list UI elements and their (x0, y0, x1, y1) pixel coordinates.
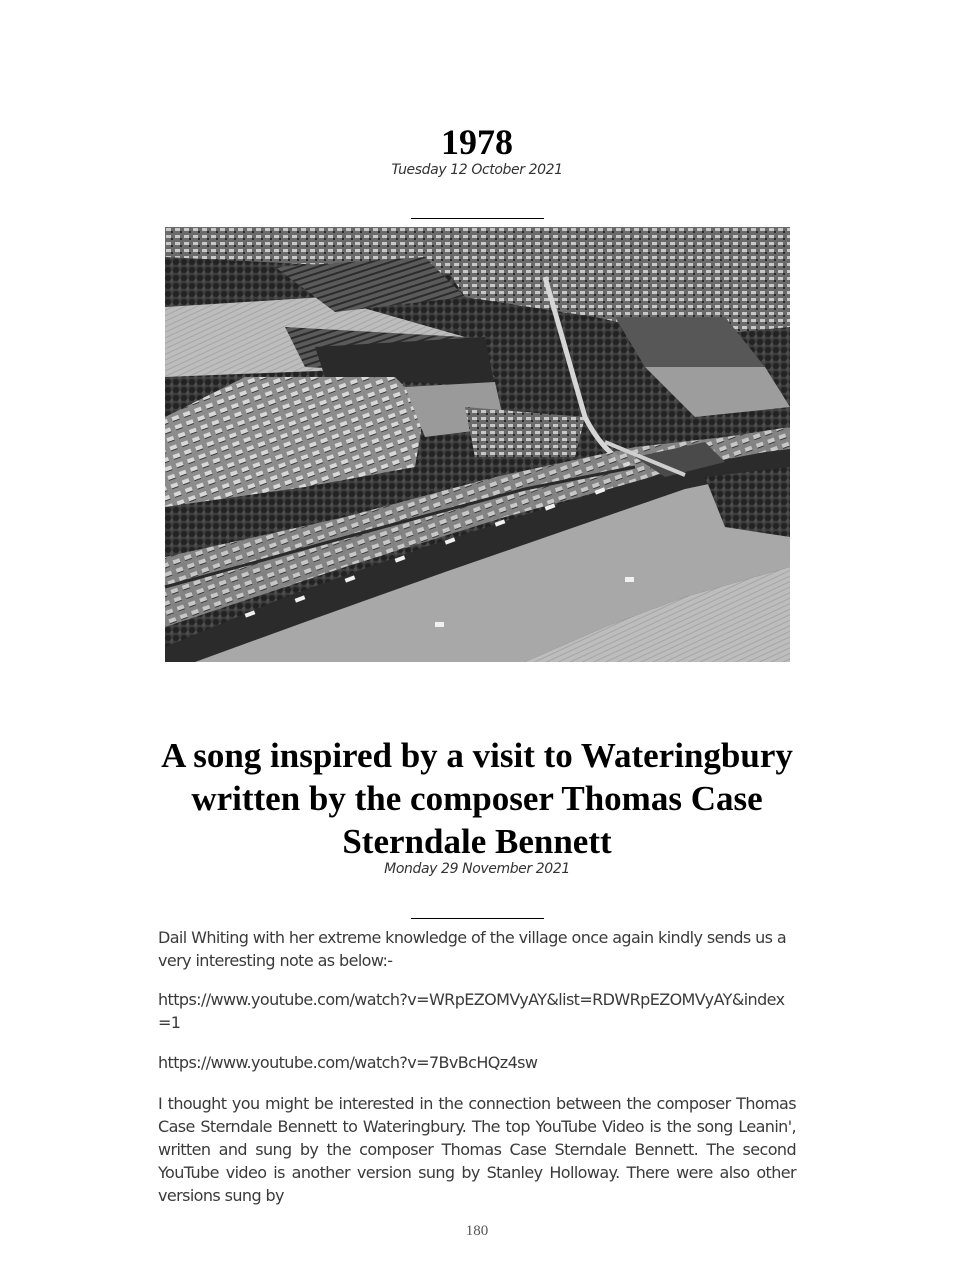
page-number: 180 (465, 1223, 489, 1239)
youtube-link[interactable]: https://www.youtube.com/watch?v=7BvBcHQz4sw (158, 1053, 538, 1072)
aerial-photo (165, 227, 790, 662)
youtube-link[interactable]: https://www.youtube.com/watch?v=WRpEZOMVyAY&list=RDWRpEZOMVyAY&index=1 (158, 990, 785, 1032)
post-title: 1978 (441, 122, 513, 162)
body-paragraph: I thought you might be interested in the connection between the composer Thomas Case Sterndale Bennett to Wateringbury. The top YouTube Video is the song Leanin', written and sung by the composer Thomas Case Sterndale Bennett. The second YouTube video is another version sung by Stanley Holloway. There were also other versions sung by (158, 1094, 796, 1205)
aerial-photo-drawing (165, 227, 790, 662)
title-divider (411, 918, 544, 919)
title-divider (411, 218, 544, 219)
post-title: A song inspired by a visit to Wateringbury written by the composer Thomas Case Sterndale Bennett (161, 736, 793, 861)
post-date: Tuesday 12 October 2021 (391, 162, 563, 178)
post-date: Monday 29 November 2021 (384, 861, 570, 877)
body-paragraph: Dail Whiting with her extreme knowledge of the village once again kindly sends us a very interesting note as below:- (158, 928, 787, 970)
